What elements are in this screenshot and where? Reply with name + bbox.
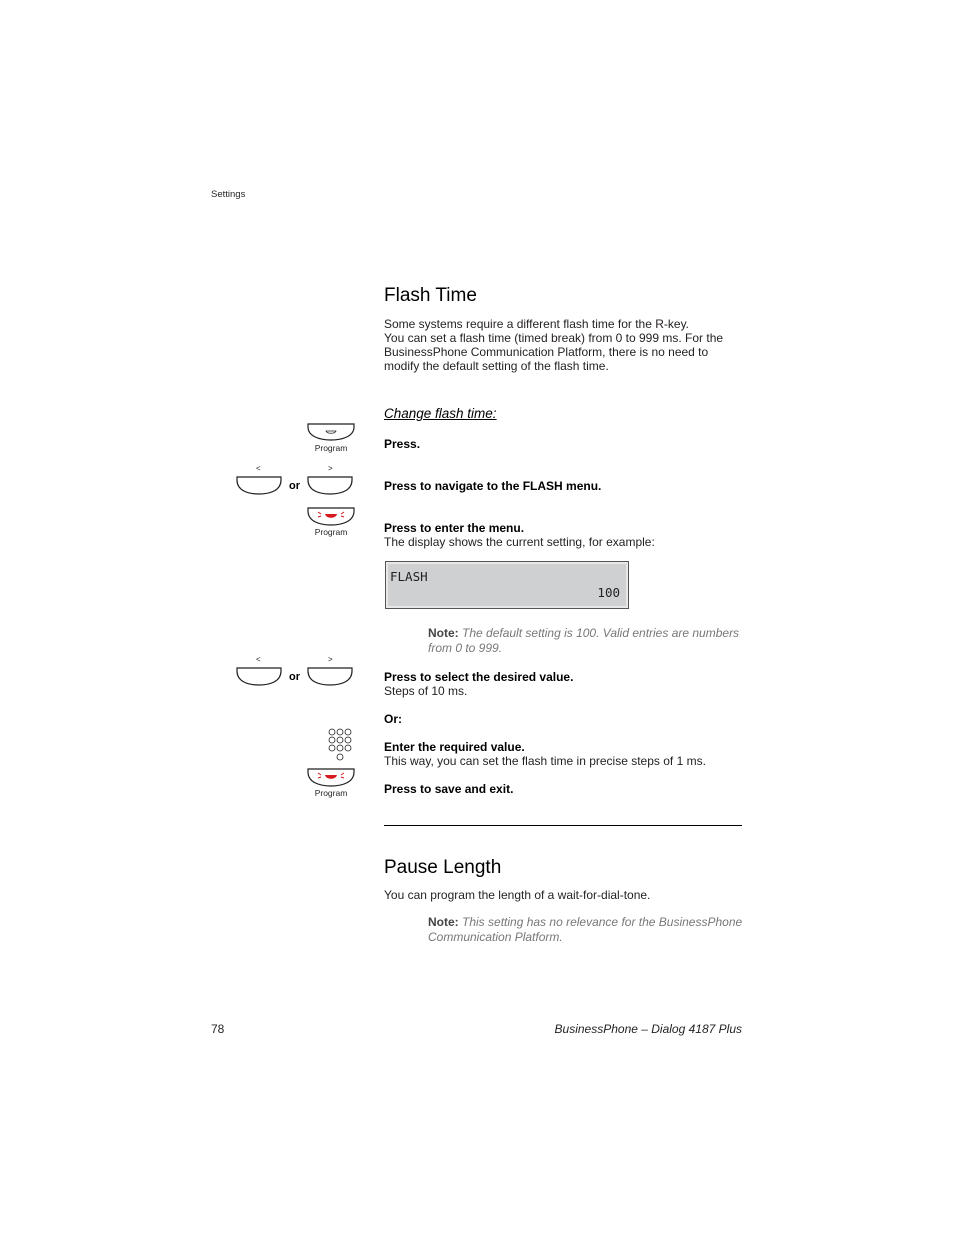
step-select-value-desc: Steps of 10 ms. <box>384 684 468 698</box>
or-label: or <box>289 480 300 492</box>
note-text: This setting has no relevance for the BusinessPhone <box>462 915 743 929</box>
navigation-key-left-icon <box>236 667 282 691</box>
note-text: from 0 to 999. <box>428 641 503 655</box>
step-navigate: Press to navigate to the FLASH menu. <box>384 479 602 493</box>
intro-line: BusinessPhone Communication Platform, there is no need to <box>384 345 709 359</box>
right-arrow-label: > <box>328 464 333 473</box>
note-pause-length <box>428 915 748 945</box>
running-head: Settings <box>211 189 246 200</box>
pause-length-intro: You can program the length of a wait-for-dial-tone. <box>384 888 651 902</box>
subheading-change-flash-time: Change flash time: <box>384 406 497 421</box>
navigation-key-left-icon <box>236 476 282 500</box>
program-key-label: Program <box>314 443 348 453</box>
left-arrow-label: < <box>256 655 261 664</box>
step-enter-value: Enter the required value. <box>384 740 525 754</box>
note-default-setting <box>428 626 748 656</box>
step-press: Press. <box>384 437 421 451</box>
intro-line: modify the default setting of the flash time. <box>384 359 609 373</box>
right-arrow-label: > <box>328 655 333 664</box>
step-enter-value-desc: This way, you can set the flash time in precise steps of 1 ms. <box>384 754 706 768</box>
section-heading-pause-length: Pause Length <box>384 857 502 878</box>
page-number: 78 <box>211 1022 225 1036</box>
or-label: or <box>289 671 300 683</box>
section-divider <box>384 825 742 826</box>
phone-display <box>385 561 629 609</box>
intro-line: Some systems require a different flash time for the R-key. <box>384 317 690 331</box>
step-save-exit: Press to save and exit. <box>384 782 514 796</box>
step-enter-menu: Press to enter the menu. <box>384 521 525 535</box>
note-text: Communication Platform. <box>428 930 563 944</box>
keypad-icon <box>328 727 354 768</box>
navigation-key-right-icon <box>307 476 353 500</box>
intro-line: You can set a flash time (timed break) from 0 to 999 ms. For the <box>384 331 724 345</box>
navigation-key-right-icon <box>307 667 353 691</box>
note-label: Note: <box>428 626 459 640</box>
step-select-value: Press to select the desired value. <box>384 670 574 684</box>
flash-time-intro <box>384 317 744 373</box>
step-or: Or: <box>384 712 402 726</box>
program-key-label: Program <box>314 527 348 537</box>
footer-title: BusinessPhone – Dialog 4187 Plus <box>554 1022 742 1036</box>
section-heading-flash-time: Flash Time <box>384 285 477 306</box>
program-key-label: Program <box>314 788 348 798</box>
step-enter-menu-desc: The display shows the current setting, for example: <box>384 535 655 549</box>
left-arrow-label: < <box>256 464 261 473</box>
note-label: Note: <box>428 915 459 929</box>
note-text: The default setting is 100. Valid entries are numbers <box>462 626 740 640</box>
display-line-2: 100 <box>597 585 620 600</box>
display-line-1: FLASH <box>390 569 428 584</box>
